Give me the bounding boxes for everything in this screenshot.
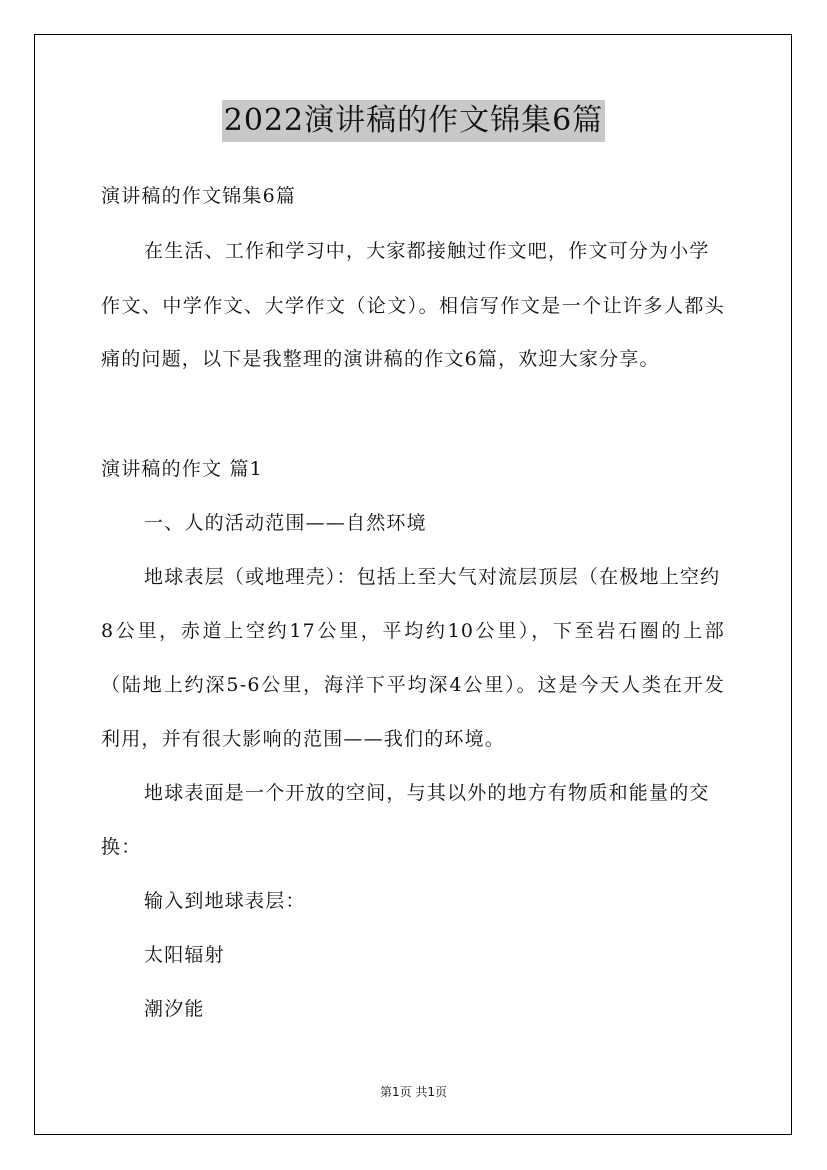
list-item: 潮汐能 <box>144 998 205 1020</box>
para2-line-2: 换： <box>101 836 142 858</box>
page-footer: 第1页 共1页 <box>379 1085 448 1099</box>
intro-line-1: 在生活、工作和学习中，大家都接触过作文吧，作文可分为小学 <box>144 240 710 262</box>
para2-line-1: 地球表面是一个开放的空间，与其以外的地方有物质和能量的交 <box>144 782 710 804</box>
item-heading: 一、人的活动范围——自然环境 <box>144 512 427 534</box>
para1-line-4: 利用，并有很大影响的范围——我们的环境。 <box>101 728 506 750</box>
list-item: 太阳辐射 <box>144 944 225 966</box>
document-title: 2022演讲稿的作文锦集6篇 <box>222 100 605 142</box>
subtitle: 演讲稿的作文锦集6篇 <box>101 185 297 207</box>
para1-line-3: （陆地上约深5-6公里，海洋下平均深4公里）。这是今天人类在开发 <box>101 674 725 696</box>
section-heading: 演讲稿的作文 篇1 <box>101 458 263 480</box>
para1-line-2: 8公里，赤道上空约17公里，平均约10公里），下至岩石圈的上部 <box>101 620 725 642</box>
intro-line-2: 作文、中学作文、大学作文（论文）。相信写作文是一个让许多人都头 <box>101 295 725 317</box>
title-container <box>0 100 827 142</box>
input-heading: 输入到地球表层： <box>144 890 306 912</box>
para1-line-1: 地球表层（或地理壳）：包括上至大气对流层顶层（在极地上空约 <box>144 566 721 588</box>
intro-line-3: 痛的问题，以下是我整理的演讲稿的作文6篇，欢迎大家分享。 <box>101 348 660 370</box>
